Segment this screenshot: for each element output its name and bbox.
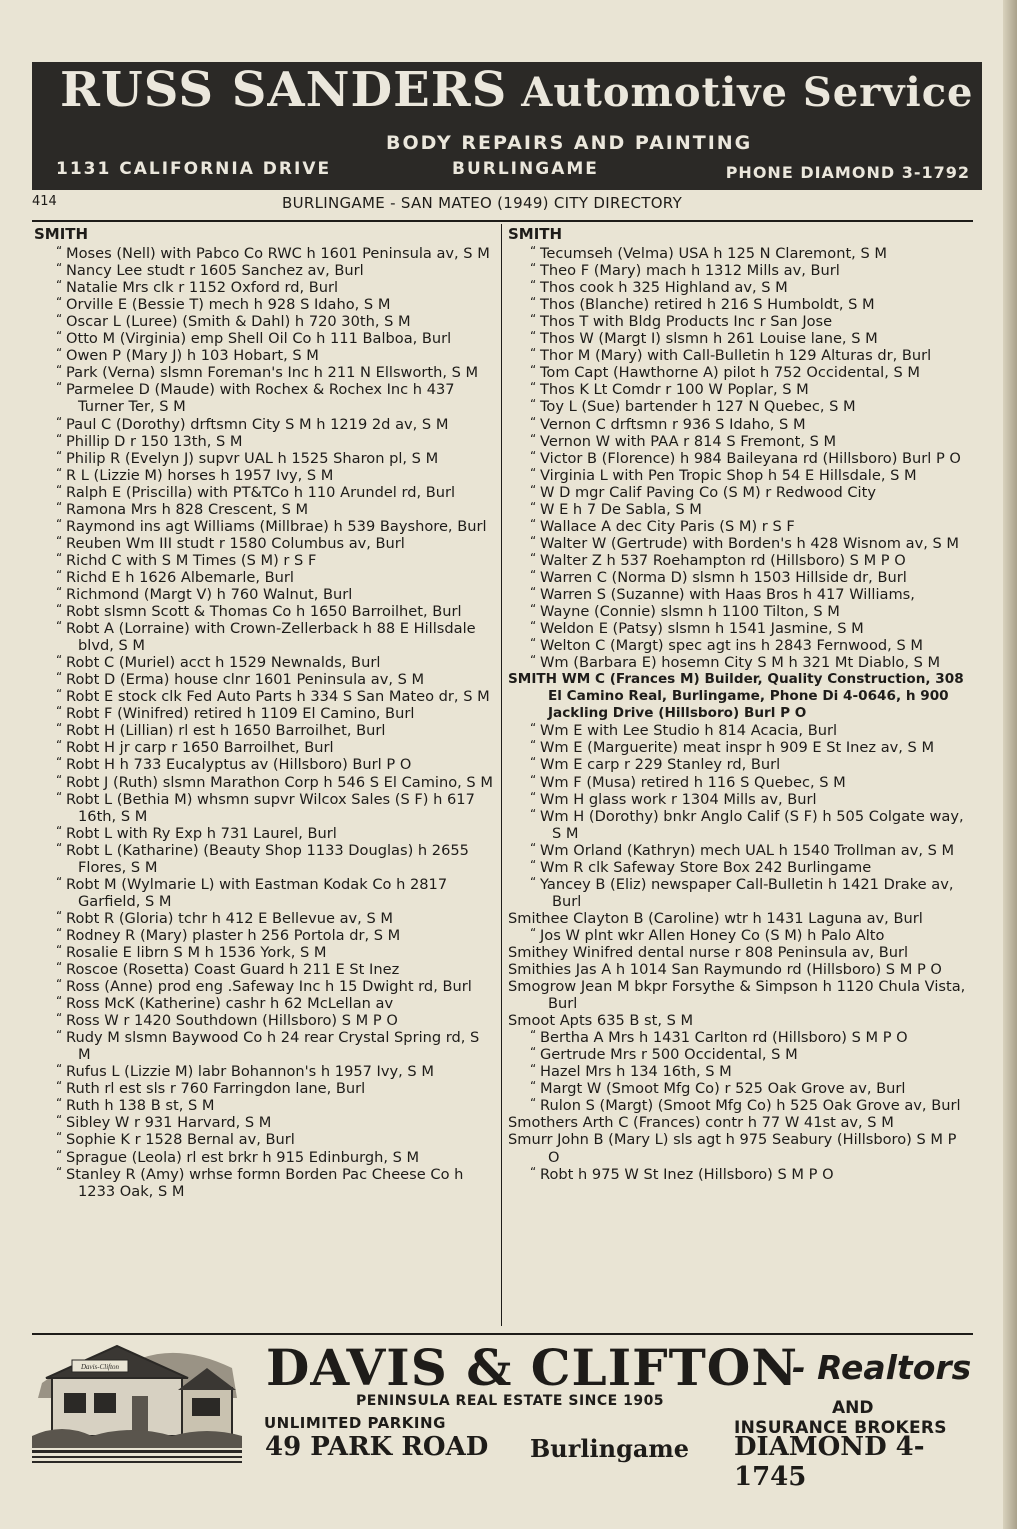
directory-entry: Smithies Jas A h 1014 San Raymundo rd (Hillsboro) S M P O (508, 961, 942, 979)
directory-entry: “ Orville E (Bessie T) mech h 928 S Idaho, S M (34, 296, 496, 313)
directory-entry: “ Natalie Mrs clk r 1152 Oxford rd, Burl (34, 279, 496, 296)
directory-entry: “ Vernon W with PAA r 814 S Fremont, S M (508, 433, 966, 450)
directory-entry: “ Wm R clk Safeway Store Box 242 Burlingame (508, 859, 966, 876)
directory-entry: “ Rufus L (Lizzie M) labr Bohannon's h 1957 Ivy, S M (34, 1063, 496, 1080)
directory-entry: “ Thor M (Mary) with Call-Bulletin h 129 Alturas dr, Burl (508, 347, 966, 364)
directory-entry: “ Robt D (Erma) house clnr 1601 Peninsula av, S M (34, 671, 496, 688)
directory-entry: “ Victor B (Florence) h 984 Baileyana rd (Hillsboro) Burl P O (508, 450, 966, 467)
directory-entry: Smithee Clayton B (Caroline) wtr h 1431 Laguna av, Burl (508, 909, 923, 927)
directory-entry: “ Moses (Nell) with Pabco Co RWC h 1601 Peninsula av, S M (34, 245, 496, 262)
directory-entry: “ Walter W (Gertrude) with Borden's h 428 Wisnom av, S M (508, 535, 966, 552)
column-divider (501, 224, 502, 1326)
directory-entry: “ Park (Verna) slsmn Foreman's Inc h 211 N Ellsworth, S M (34, 364, 496, 381)
directory-entry: “ Virginia L with Pen Tropic Shop h 54 E Hillsdale, S M (508, 467, 966, 484)
directory-entry: Smothers Arth C (Frances) contr h 77 W 41st av, S M (508, 1114, 894, 1132)
entry-list (508, 245, 966, 1183)
surname-heading: SMITH (34, 225, 89, 243)
running-head (32, 194, 972, 216)
directory-entry: “ Walter Z h 537 Roehampton rd (Hillsboro) S M P O (508, 552, 966, 569)
directory-entry: “ Paul C (Dorothy) drftsmn City S M h 1219 2d av, S M (34, 416, 496, 433)
directory-title: BURLINGAME - SAN MATEO (1949) CITY DIRECTORY (282, 194, 683, 212)
directory-entry: “ Robt H h 733 Eucalyptus av (Hillsboro) Burl P O (34, 756, 496, 773)
parking-note: UNLIMITED PARKING (264, 1414, 446, 1432)
directory-entry: “ Robt h 975 W St Inez (Hillsboro) S M P O (508, 1166, 966, 1183)
directory-entry: “ Owen P (Mary J) h 103 Hobart, S M (34, 347, 496, 364)
directory-entry: “ Wallace A dec City Paris (S M) r S F (508, 518, 966, 535)
directory-entry: “ Ruth rl est sls r 760 Farringdon lane, Burl (34, 1080, 496, 1097)
directory-entry: “ Robt R (Gloria) tchr h 412 E Bellevue av, S M (34, 910, 496, 927)
directory-entry: “ Parmelee D (Maude) with Rochex & Rochex Inc h 437 Turner Ter, S M (34, 381, 496, 415)
directory-entry: Smithey Winifred dental nurse r 808 Peninsula av, Burl (508, 943, 909, 961)
insurance-label: INSURANCE BROKERS (734, 1418, 947, 1438)
page-edge (1003, 0, 1017, 1529)
directory-entry: “ Warren C (Norma D) slsmn h 1503 Hillside dr, Burl (508, 569, 966, 586)
directory-entry: “ Wm F (Musa) retired h 116 S Quebec, S M (508, 774, 966, 791)
directory-entry: SMITH WM C (Frances M) Builder, Quality Construction, 308 El Camino Real, Burlingame, Phone Di 4-0646, h 900 Jackling Drive (Hillsboro) Burl P O (508, 671, 964, 722)
page-number: 414 (32, 194, 57, 209)
directory-entry: “ Welton C (Margt) spec agt ins h 2843 Fernwood, S M (508, 637, 966, 654)
header-advertisement (32, 62, 982, 190)
ad-subtitle: BODY REPAIRS AND PAINTING (386, 132, 753, 154)
directory-entry: “ Stanley R (Amy) wrhse formn Borden Pac Cheese Co h 1233 Oak, S M (34, 1166, 496, 1200)
directory-entry: Smurr John B (Mary L) sls agt h 975 Seabury (Hillsboro) S M P O (508, 1131, 957, 1166)
realtor-tagline: PENINSULA REAL ESTATE SINCE 1905 (356, 1393, 665, 1409)
directory-entry: Smogrow Jean M bkpr Forsythe & Simpson h 1120 Chula Vista, Burl (508, 978, 966, 1013)
ad-title: RUSS SANDERS Automotive Service (60, 62, 974, 118)
directory-entry: “ Robt L with Ry Exp h 731 Laurel, Burl (34, 825, 496, 842)
directory-entry: “ Rudy M slsmn Baywood Co h 24 rear Crystal Spring rd, S M (34, 1029, 496, 1063)
directory-entry: Smoot Apts 635 B st, S M (508, 1012, 694, 1030)
realtor-name: DAVIS & CLIFTON (266, 1338, 799, 1397)
directory-entry: “ Thos cook h 325 Highland av, S M (508, 279, 966, 296)
directory-entry: “ Robt F (Winifred) retired h 1109 El Camino, Burl (34, 705, 496, 722)
directory-entry: “ Ralph E (Priscilla) with PT&TCo h 110 Arundel rd, Burl (34, 484, 496, 501)
directory-entry: “ Robt slsmn Scott & Thomas Co h 1650 Barroilhet, Burl (34, 603, 496, 620)
directory-entry: “ Oscar L (Luree) (Smith & Dahl) h 720 30th, S M (34, 313, 496, 330)
directory-entry: “ Wm H glass work r 1304 Mills av, Burl (508, 791, 966, 808)
directory-entry: “ Nancy Lee studt r 1605 Sanchez av, Burl (34, 262, 496, 279)
directory-entry: “ Ross W r 1420 Southdown (Hillsboro) S M P O (34, 1012, 496, 1029)
directory-entry: “ Theo F (Mary) mach h 1312 Mills av, Burl (508, 262, 966, 279)
directory-entry: “ W D mgr Calif Paving Co (S M) r Redwood City (508, 484, 966, 501)
directory-entry: “ Robt L (Katharine) (Beauty Shop 1133 Douglas) h 2655 Flores, S M (34, 842, 496, 876)
directory-entry: “ Otto M (Virginia) emp Shell Oil Co h 111 Balboa, Burl (34, 330, 496, 347)
ad-phone: PHONE DIAMOND 3-1792 (725, 163, 970, 182)
directory-entry: “ Rodney R (Mary) plaster h 256 Portola dr, S M (34, 927, 496, 944)
directory-entry: “ Bertha A Mrs h 1431 Carlton rd (Hillsboro) S M P O (508, 1029, 966, 1046)
directory-entry: “ Sophie K r 1528 Bernal av, Burl (34, 1131, 496, 1148)
directory-entry: “ Raymond ins agt Williams (Millbrae) h 539 Bayshore, Burl (34, 518, 496, 535)
directory-entry: “ Weldon E (Patsy) slsmn h 1541 Jasmine, S M (508, 620, 966, 637)
directory-entry: “ Rulon S (Margt) (Smoot Mfg Co) h 525 Oak Grove av, Burl (508, 1097, 966, 1114)
footer-advertisement (32, 1338, 977, 1492)
directory-entry: “ Tom Capt (Hawthorne A) pilot h 752 Occidental, S M (508, 364, 966, 381)
right-column (508, 226, 966, 1183)
left-column (34, 226, 496, 1200)
realtor-city: Burlingame (530, 1434, 690, 1463)
ad-address: 1131 CALIFORNIA DRIVE (56, 159, 332, 179)
directory-entry: “ Warren S (Suzanne) with Haas Bros h 417 Williams, (508, 586, 966, 603)
directory-entry: “ Hazel Mrs h 134 16th, S M (508, 1063, 966, 1080)
directory-entry: “ Ruth h 138 B st, S M (34, 1097, 496, 1114)
directory-entry: “ Wm E with Lee Studio h 814 Acacia, Burl (508, 722, 966, 739)
directory-entry: “ Ross (Anne) prod eng .Safeway Inc h 15 Dwight rd, Burl (34, 978, 496, 995)
directory-entry: “ Robt J (Ruth) slsmn Marathon Corp h 546 S El Camino, S M (34, 774, 496, 791)
directory-entry: “ Robt H (Lillian) rl est h 1650 Barroilhet, Burl (34, 722, 496, 739)
realtors-label: - Realtors (792, 1348, 972, 1387)
directory-entry: “ Wm Orland (Kathryn) mech UAL h 1540 Trollman av, S M (508, 842, 966, 859)
directory-entry: “ Robt A (Lorraine) with Crown-Zellerback h 88 E Hillsdale blvd, S M (34, 620, 496, 654)
directory-entry: “ Tecumseh (Velma) USA h 125 N Claremont, S M (508, 245, 966, 262)
directory-entry: “ Wm E (Marguerite) meat inspr h 909 E St Inez av, S M (508, 739, 966, 756)
directory-entry: “ Toy L (Sue) bartender h 127 N Quebec, S M (508, 398, 966, 415)
directory-entry: “ Margt W (Smoot Mfg Co) r 525 Oak Grove av, Burl (508, 1080, 966, 1097)
house-illustration (32, 1338, 242, 1466)
directory-entry: “ Richd C with S M Times (S M) r S F (34, 552, 496, 569)
directory-entry: “ Richmond (Margt V) h 760 Walnut, Burl (34, 586, 496, 603)
and-label: AND (832, 1398, 874, 1418)
sign-text: Davis-Clifton (80, 1363, 120, 1371)
directory-entry: “ Sibley W r 931 Harvard, S M (34, 1114, 496, 1131)
entry-list (34, 245, 496, 1200)
directory-entry: “ Roscoe (Rosetta) Coast Guard h 211 E St Inez (34, 961, 496, 978)
directory-entry: “ Yancey B (Eliz) newspaper Call-Bulletin h 1421 Drake av, Burl (508, 876, 966, 910)
directory-entry: “ Philip R (Evelyn J) supvr UAL h 1525 Sharon pl, S M (34, 450, 496, 467)
directory-entry: “ Wm E carp r 229 Stanley rd, Burl (508, 756, 966, 773)
realtor-address: 49 PARK ROAD (265, 1432, 489, 1462)
directory-entry: “ Ramona Mrs h 828 Crescent, S M (34, 501, 496, 518)
directory-entry: “ R L (Lizzie M) horses h 1957 Ivy, S M (34, 467, 496, 484)
directory-entry: “ Thos T with Bldg Products Inc r San Jose (508, 313, 966, 330)
directory-entry: “ Jos W plnt wkr Allen Honey Co (S M) h Palo Alto (508, 927, 966, 944)
directory-entry: “ Ross McK (Katherine) cashr h 62 McLellan av (34, 995, 496, 1012)
directory-entry: “ Wm (Barbara E) hosemn City S M h 321 Mt Diablo, S M (508, 654, 966, 671)
directory-entry: “ Phillip D r 150 13th, S M (34, 433, 496, 450)
directory-entry: “ Gertrude Mrs r 500 Occidental, S M (508, 1046, 966, 1063)
directory-entry: “ Rosalie E librn S M h 1536 York, S M (34, 944, 496, 961)
directory-entry: “ Robt E stock clk Fed Auto Parts h 334 S San Mateo dr, S M (34, 688, 496, 705)
surname-heading: SMITH (508, 225, 563, 243)
directory-entry: “ Wayne (Connie) slsmn h 1100 Tilton, S M (508, 603, 966, 620)
directory-entry: “ Sprague (Leola) rl est brkr h 915 Edinburgh, S M (34, 1149, 496, 1166)
directory-entry: “ Reuben Wm III studt r 1580 Columbus av, Burl (34, 535, 496, 552)
directory-entry: “ Richd E h 1626 Albemarle, Burl (34, 569, 496, 586)
realtor-phone: DIAMOND 4-1745 (734, 1432, 925, 1492)
directory-entry: “ Vernon C drftsmn r 936 S Idaho, S M (508, 416, 966, 433)
top-rule (32, 220, 973, 222)
directory-entry: “ Robt M (Wylmarie L) with Eastman Kodak Co h 2817 Garfield, S M (34, 876, 496, 910)
bottom-rule (32, 1333, 973, 1335)
directory-entry: “ W E h 7 De Sabla, S M (508, 501, 966, 518)
directory-entry: “ Robt L (Bethia M) whsmn supvr Wilcox Sales (S F) h 617 16th, S M (34, 791, 496, 825)
ad-city: BURLINGAME (452, 159, 599, 179)
directory-entry: “ Wm H (Dorothy) bnkr Anglo Calif (S F) h 505 Colgate way, S M (508, 808, 966, 842)
directory-entry: “ Robt H jr carp r 1650 Barroilhet, Burl (34, 739, 496, 756)
directory-entry: “ Thos (Blanche) retired h 216 S Humboldt, S M (508, 296, 966, 313)
directory-entry: “ Thos W (Margt I) slsmn h 261 Louise lane, S M (508, 330, 966, 347)
directory-entry: “ Robt C (Muriel) acct h 1529 Newnalds, Burl (34, 654, 496, 671)
directory-entry: “ Thos K Lt Comdr r 100 W Poplar, S M (508, 381, 966, 398)
